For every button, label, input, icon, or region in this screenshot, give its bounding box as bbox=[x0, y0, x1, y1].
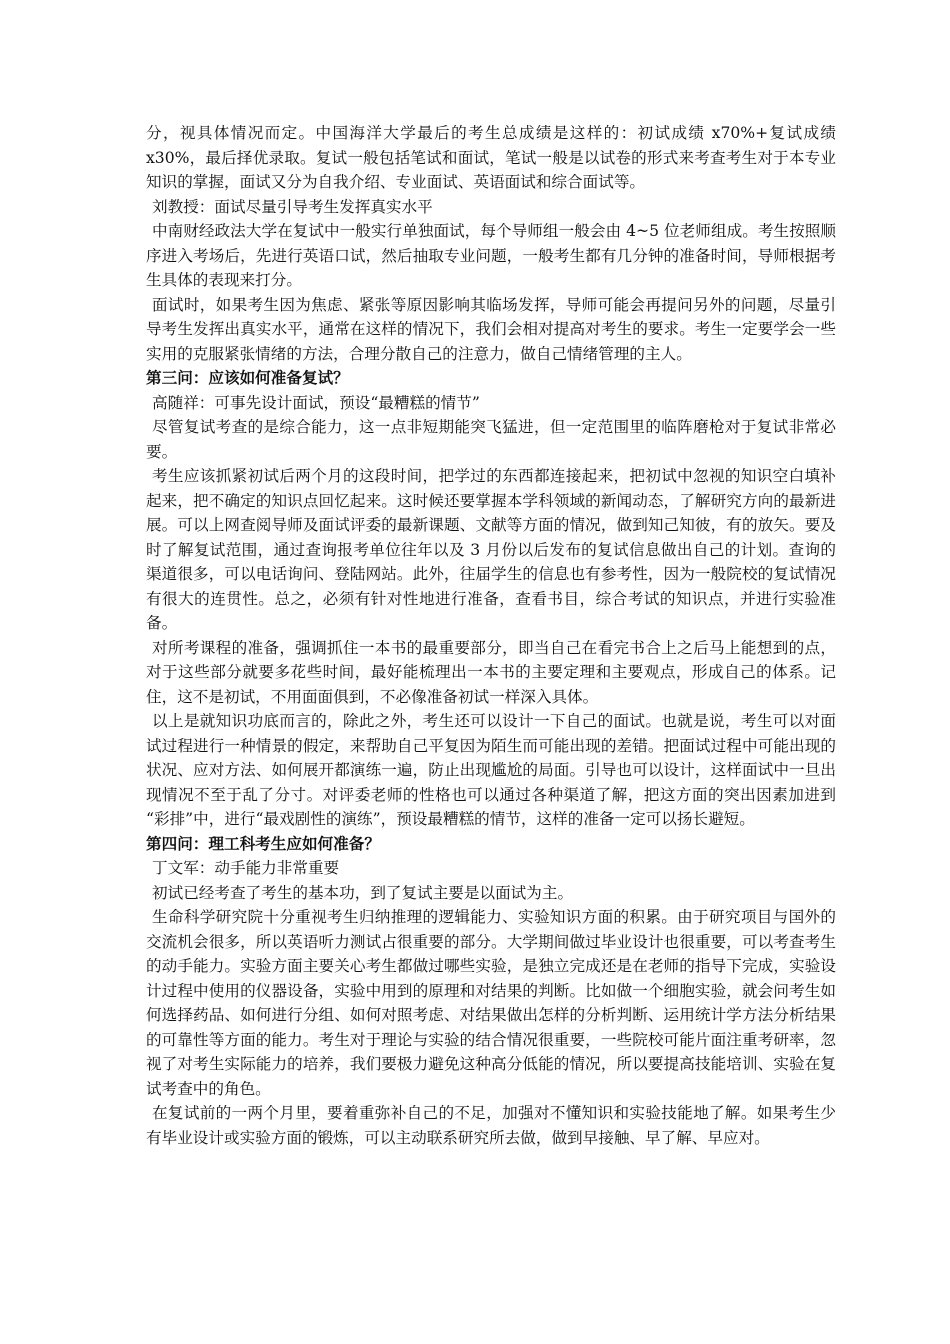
paragraph-score-formula: 分，视具体情况而定。中国海洋大学最后的考生总成绩是这样的：初试成绩 x70%+复试成绩 x30%，最后择优录取。复试一般包括笔试和面试，笔试一般是以试卷的形式来考查考生对于本专业知识的掌握，面试又分为自我介绍、专业面试、英语面试和综合面试等。 bbox=[146, 124, 836, 191]
section-heading-4: 第四问：理工科考生应如何准备？ bbox=[146, 833, 380, 853]
section-heading-3: 第三问：应该如何准备复试？ bbox=[146, 368, 349, 387]
speaker-ding: 丁文军：动手能力非常重要 bbox=[152, 859, 340, 877]
paragraph-comprehensive-ability: 尽管复试考查的是综合能力，这一点非短期能突飞猛进，但一定范围里的临阵磨枪对于复试非常必要。 bbox=[146, 418, 836, 461]
paragraph-course-prep: 对所考课程的准备，强调抓住一本书的最重要部分，即当自己在看完书合上之后马上能想到的点，对于这些部分就要多花些时间，最好能梳理出一本书的主要定理和主要观点，形成自己的体系。记住，这不是初试，不用面面俱到，不必像准备初试一样深入具体。 bbox=[146, 638, 836, 706]
paragraph-design-interview: 以上是就知识功底而言的，除此之外，考生还可以设计一下自己的面试。也就是说，考生可以对面试过程进行一种情景的假定，来帮助自己平复因为陌生而可能出现的差错。把面试过程中可能出现的状况、应对方法、如何展开都演练一遍，防止出现尴尬的局面。引导也可以设计，这样面试中一旦出现情况不至于乱了分寸。对评委老师的性格也可以通过各种渠道了解，把这方面的突出因素加进到 “彩排”中，进行“最戏剧性的演练”，预设最糟糕的情节，这样的准备一定可以扬长避短。 bbox=[146, 712, 836, 828]
paragraph-zhongnan-interview: 中南财经政法大学在复试中一般实行单独面试，每个导师组一般会由 4~5 位老师组成。考生按照顺序进入考场后，先进行英语口试，然后抽取专业问题，一般考生都有几分钟的准备时间，导师根据考生具体的表现来打分。 bbox=[146, 222, 836, 289]
paragraph-life-science: 生命科学研究院十分重视考生归纳推理的逻辑能力、实验知识方面的积累。由于研究项目与国外的交流机会很多，所以英语听力测试占很重要的部分。大学期间做过毕业设计也很重要，可以考查考生的动手能力。实验方面主要关心考生都做过哪些实验，是独立完成还是在老师的指导下完成，实验设计过程中使用的仪器设备，实验中用到的原理和对结果的判断。比如做一个细胞实验，就会问考生如何选择药品、如何进行分组、如何对照考虑、对结果做出怎样的分析判断、运用统计学方法分析结果的可靠性等方面的能力。考生对于理论与实验的结合情况很重要，一些院校可能片面注重考研率，忽视了对考生实际能力的培养，我们要极力避免这种高分低能的情况，所以要提高技能培训、实验在复试考查中的角色。 bbox=[146, 908, 836, 1098]
speaker-liu: 刘教授：面试尽量引导考生发挥真实水平 bbox=[152, 197, 433, 216]
paragraph-interview-focus: 初试已经考查了考生的基本功，到了复试主要是以面试为主。 bbox=[152, 883, 574, 902]
paragraph-final-months: 在复试前的一两个月里，要着重弥补自己的不足，加强对不懂知识和实验技能地了解。如果考生少有毕业设计或实验方面的锻炼，可以主动联系研究所去做，做到早接触、早了解、早应对。 bbox=[146, 1104, 836, 1147]
document-page bbox=[146, 121, 836, 1150]
paragraph-two-months-prep: 考生应该抓紧初试后两个月的这段时间，把学过的东西都连接起来，把初试中忽视的知识空白填补起来，把不确定的知识点回忆起来。这时候还要掌握本学科领域的新闻动态，了解研究方向的最新进展。可以上网查阅导师及面试评委的最新课题、文献等方面的情况，做到知己知彼，有的放矢。要及时了解复试范围，通过查询报考单位往年以及 3 月份以后发布的复试信息做出自己的计划。查询的渠道很多，可以电话询问、登陆网站。此外，往届学生的信息也有参考性，因为一般院校的复试情况有很大的连贯性。总之，必须有针对性地进行准备，查看书目，综合考试的知识点，并进行实验准备。 bbox=[146, 467, 836, 632]
speaker-gao: 高随祥：可事先设计面试，预设“最糟糕的情节” bbox=[152, 393, 480, 412]
paragraph-interview-anxiety: 面试时，如果考生因为焦虑、紧张等原因影响其临场发挥，导师可能会再提问另外的问题，尽量引导考生发挥出真实水平，通常在这样的情况下，我们会相对提高对考生的要求。考生一定要学会一些实用的克服紧张情绪的方法，合理分散自己的注意力，做自己情绪管理的主人。 bbox=[146, 295, 836, 363]
